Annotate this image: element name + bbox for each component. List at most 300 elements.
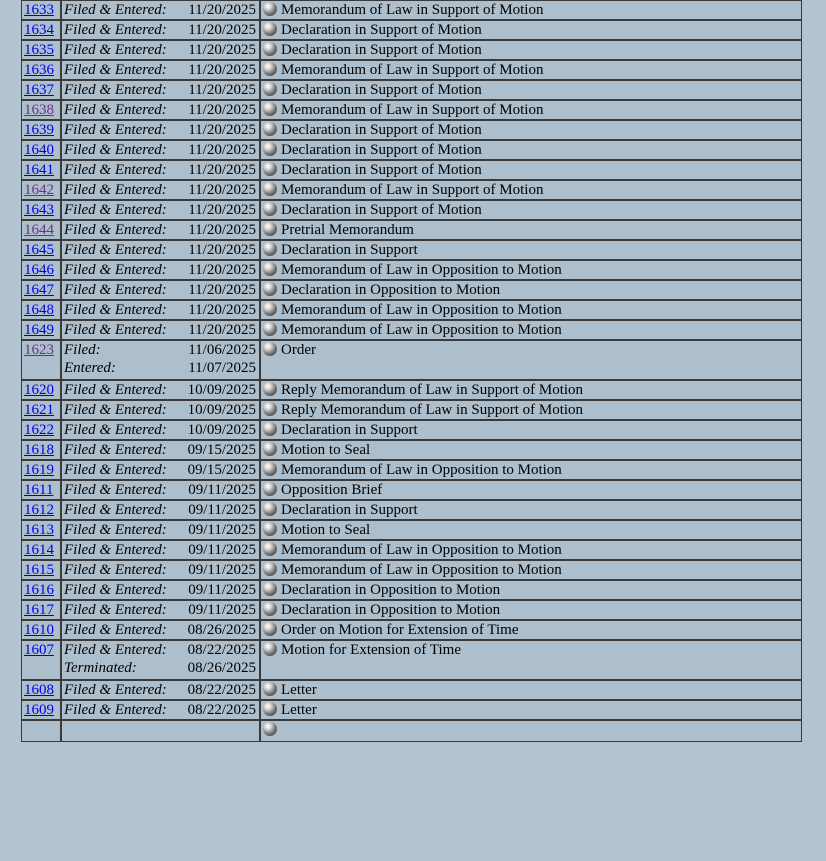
status-label: Filed & Entered: [64,642,167,658]
table-row [21,120,802,140]
doc-number-link[interactable]: 1643 [24,202,54,218]
status-label: Filed & Entered: [64,422,167,438]
description-wrap [263,341,799,359]
doc-number-cell [21,680,61,700]
globe-icon[interactable] [263,262,277,276]
status-label: Filed & Entered: [64,282,167,298]
description-wrap [263,1,799,19]
globe-icon[interactable] [263,582,277,596]
status-date: 11/20/2025 [188,82,256,98]
doc-number-cell [21,520,61,540]
doc-number-cell [21,440,61,460]
doc-number-cell [21,460,61,480]
table-row [21,340,802,380]
status-cell [61,620,260,640]
status-line [64,181,257,199]
status-line [64,701,257,719]
description-cell [260,160,802,180]
description-cell [260,220,802,240]
doc-number-cell [21,700,61,720]
status-cell [61,400,260,420]
globe-icon[interactable] [263,242,277,256]
description-wrap [263,221,799,239]
table-row [21,300,802,320]
globe-icon[interactable] [263,2,277,16]
status-label: Filed & Entered: [64,542,167,558]
doc-number-cell [21,340,61,380]
description-cell [260,380,802,400]
description-wrap [263,321,799,339]
doc-number-cell [21,420,61,440]
status-line [64,521,257,539]
status-line [64,601,257,619]
table-row [21,180,802,200]
doc-number-cell [21,60,61,80]
description-text: Declaration in Support of Motion [281,162,482,178]
doc-number-cell [21,240,61,260]
description-wrap [263,81,799,99]
status-date: 08/22/2025 [187,702,256,718]
description-text: Declaration in Support of Motion [281,122,482,138]
doc-number-link[interactable]: 1618 [24,442,54,458]
status-line [64,21,257,39]
description-text: Memorandum of Law in Opposition to Motion [281,262,562,278]
doc-number-link[interactable]: 1612 [24,502,54,518]
description-text: Memorandum of Law in Support of Motion [281,102,544,118]
description-cell [260,720,802,742]
status-cell [61,640,260,680]
status-date: 09/11/2025 [188,522,256,538]
doc-number-link[interactable]: 1607 [24,642,54,658]
status-date: 11/06/2025 [188,342,256,358]
status-cell [61,160,260,180]
description-wrap [263,101,799,119]
description-text: Reply Memorandum of Law in Support of Motion [281,402,584,418]
status-date: 08/22/2025 [187,682,256,698]
description-wrap [263,641,799,659]
table-row [21,60,802,80]
status-label: Filed & Entered: [64,482,167,498]
status-line [64,481,257,499]
description-wrap [263,541,799,559]
doc-number-cell [21,140,61,160]
description-wrap [263,441,799,459]
doc-number-link[interactable]: 1617 [24,602,54,618]
status-line [64,121,257,139]
description-cell [260,400,802,420]
description-text: Opposition Brief [281,482,383,498]
description-text: Motion to Seal [281,442,371,458]
table-row-partial-bottom [21,720,802,742]
description-cell [260,460,802,480]
status-label: Filed & Entered: [64,402,167,418]
status-date: 10/09/2025 [187,402,256,418]
doc-number-link[interactable]: 1616 [24,582,54,598]
table-row [21,380,802,400]
globe-icon[interactable] [263,542,277,556]
status-line [64,501,257,519]
status-cell [61,540,260,560]
doc-number-link[interactable]: 1634 [24,22,54,38]
status-line [64,61,257,79]
status-cell [61,500,260,520]
status-label: Entered: [64,360,116,376]
doc-number-link[interactable]: 1649 [24,322,54,338]
globe-icon[interactable] [263,162,277,176]
doc-number-link[interactable]: 1619 [24,462,54,478]
description-cell [260,420,802,440]
doc-number-cell [21,20,61,40]
description-cell [260,640,802,680]
status-label: Filed & Entered: [64,562,167,578]
doc-number-link[interactable]: 1648 [24,302,54,318]
status-cell [61,40,260,60]
table-row [21,400,802,420]
globe-icon[interactable] [263,302,277,316]
description-cell [260,480,802,500]
doc-number-cell [21,620,61,640]
doc-number-link[interactable]: 1611 [24,482,54,498]
description-wrap [263,681,799,699]
description-text: Pretrial Memorandum [281,222,414,238]
doc-number-link[interactable]: 1621 [24,402,54,418]
status-cell [61,280,260,300]
status-label: Filed & Entered: [64,62,167,78]
description-cell [260,80,802,100]
doc-number-link[interactable]: 1613 [24,522,54,538]
description-cell [260,280,802,300]
status-cell [61,560,260,580]
globe-icon[interactable] [263,642,277,656]
doc-number-link[interactable]: 1623 [24,342,54,358]
description-text: Letter [281,682,317,698]
table-row [21,580,802,600]
doc-number-cell [21,580,61,600]
doc-number-link[interactable]: 1638 [24,102,54,118]
doc-number-cell [21,480,61,500]
description-cell [260,40,802,60]
globe-icon[interactable] [263,462,277,476]
status-label: Filed & Entered: [64,42,167,58]
globe-icon[interactable] [263,22,277,36]
table-row [21,80,802,100]
table-row [21,0,802,20]
status-date: 08/22/2025 [187,642,256,658]
description-wrap [263,181,799,199]
status-date: 11/20/2025 [188,102,256,118]
globe-icon[interactable] [263,622,277,636]
description-text: Declaration in Support of Motion [281,42,482,58]
description-text: Motion for Extension of Time [281,642,462,658]
table-row [21,680,802,700]
globe-icon[interactable] [263,82,277,96]
status-label: Filed & Entered: [64,262,167,278]
description-wrap [263,521,799,539]
status-date: 11/20/2025 [188,282,256,298]
status-date: 11/20/2025 [188,222,256,238]
status-cell [61,700,260,720]
status-label: Filed & Entered: [64,302,167,318]
status-cell [61,20,260,40]
table-row [21,140,802,160]
status-label: Filed & Entered: [64,162,167,178]
globe-icon[interactable] [263,182,277,196]
table-row [21,240,802,260]
status-label: Filed & Entered: [64,502,167,518]
doc-number-link[interactable]: 1640 [24,142,54,158]
globe-icon[interactable] [263,382,277,396]
table-row [21,20,802,40]
docket-table [21,0,802,742]
description-wrap [263,61,799,79]
description-text: Memorandum of Law in Support of Motion [281,2,544,18]
status-line [64,441,257,459]
description-text: Letter [281,702,317,718]
doc-number-link[interactable]: 1642 [24,182,54,198]
doc-number-link[interactable]: 1635 [24,42,54,58]
doc-number-link[interactable]: 1609 [24,702,54,718]
status-line [64,1,257,19]
status-cell [61,480,260,500]
status-cell [61,580,260,600]
doc-number-link[interactable]: 1641 [24,162,54,178]
globe-icon[interactable] [263,42,277,56]
description-cell [260,300,802,320]
globe-icon[interactable] [263,342,277,356]
globe-icon[interactable] [263,422,277,436]
description-text: Declaration in Opposition to Motion [281,282,501,298]
doc-number-cell [21,640,61,680]
description-cell [260,20,802,40]
description-cell [260,520,802,540]
description-text: Declaration in Opposition to Motion [281,602,501,618]
status-line [64,81,257,99]
table-row [21,160,802,180]
status-line [64,221,257,239]
doc-number-cell [21,300,61,320]
description-text: Declaration in Opposition to Motion [281,582,501,598]
doc-number-link[interactable]: 1608 [24,682,54,698]
status-cell [61,80,260,100]
globe-icon[interactable] [263,62,277,76]
description-wrap [263,501,799,519]
description-text: Declaration in Support of Motion [281,202,482,218]
description-wrap [263,201,799,219]
globe-icon[interactable] [263,322,277,336]
table-row [21,280,802,300]
status-date: 09/11/2025 [188,562,256,578]
doc-number-cell [21,720,61,742]
status-date: 10/09/2025 [187,422,256,438]
description-cell [260,600,802,620]
description-cell [260,500,802,520]
status-cell [61,220,260,240]
status-label: Filed & Entered: [64,382,167,398]
status-cell [61,0,260,20]
table-row [21,200,802,220]
doc-number-cell [21,120,61,140]
status-cell [61,520,260,540]
description-text: Memorandum of Law in Opposition to Motion [281,462,562,478]
globe-icon[interactable] [263,122,277,136]
description-wrap [263,141,799,159]
description-cell [260,340,802,380]
description-cell [260,320,802,340]
status-line [64,321,257,339]
description-text: Order [281,342,316,358]
doc-number-cell [21,540,61,560]
globe-icon[interactable] [263,522,277,536]
doc-number-link[interactable]: 1644 [24,222,54,238]
status-line [64,581,257,599]
globe-icon[interactable] [263,702,277,716]
status-label: Filed & Entered: [64,242,167,258]
status-label: Filed: [64,342,101,358]
status-date: 09/11/2025 [188,542,256,558]
status-line [64,301,257,319]
description-cell [260,620,802,640]
status-date: 11/07/2025 [188,360,256,376]
description-cell [260,260,802,280]
description-cell [260,0,802,20]
doc-number-link[interactable]: 1614 [24,542,54,558]
status-cell [61,420,260,440]
status-date: 11/20/2025 [188,22,256,38]
globe-icon[interactable] [263,282,277,296]
status-date: 11/20/2025 [188,322,256,338]
table-row [21,620,802,640]
doc-number-link[interactable]: 1647 [24,282,54,298]
status-cell [61,320,260,340]
globe-icon[interactable] [263,482,277,496]
doc-number-cell [21,400,61,420]
doc-number-cell [21,600,61,620]
status-line [64,161,257,179]
status-date: 09/11/2025 [188,502,256,518]
description-text: Declaration in Support [281,422,418,438]
status-label: Filed & Entered: [64,22,167,38]
table-row [21,320,802,340]
globe-icon[interactable] [263,722,277,736]
description-cell [260,200,802,220]
status-line [64,659,257,677]
doc-number-link[interactable]: 1646 [24,262,54,278]
status-line [64,401,257,419]
status-line [64,341,257,359]
globe-icon[interactable] [263,682,277,696]
description-text: Declaration in Support of Motion [281,22,482,38]
status-cell [61,260,260,280]
description-wrap [263,481,799,499]
description-text: Motion to Seal [281,522,371,538]
description-wrap [263,381,799,399]
doc-number-link[interactable]: 1645 [24,242,54,258]
status-cell [61,180,260,200]
doc-number-cell [21,200,61,220]
description-wrap [263,461,799,479]
table-row [21,220,802,240]
description-text: Memorandum of Law in Opposition to Motion [281,562,562,578]
status-date: 11/20/2025 [188,42,256,58]
doc-number-cell [21,100,61,120]
description-cell [260,60,802,80]
globe-icon[interactable] [263,502,277,516]
description-text: Memorandum of Law in Opposition to Motion [281,322,562,338]
doc-number-link[interactable]: 1610 [24,622,54,638]
description-wrap [263,421,799,439]
globe-icon[interactable] [263,442,277,456]
status-cell [61,680,260,700]
doc-number-link[interactable]: 1615 [24,562,54,578]
status-line [64,621,257,639]
status-cell [61,60,260,80]
status-label: Filed & Entered: [64,82,167,98]
status-cell [61,380,260,400]
doc-number-cell [21,380,61,400]
description-cell [260,580,802,600]
table-row [21,500,802,520]
description-cell [260,180,802,200]
status-label: Filed & Entered: [64,102,167,118]
doc-number-cell [21,0,61,20]
description-wrap [263,701,799,719]
doc-number-cell [21,260,61,280]
description-cell [260,240,802,260]
globe-icon[interactable] [263,602,277,616]
doc-number-link[interactable]: 1636 [24,62,54,78]
status-cell [61,340,260,380]
description-wrap [263,161,799,179]
doc-number-cell [21,220,61,240]
globe-icon[interactable] [263,142,277,156]
globe-icon[interactable] [263,202,277,216]
status-line [64,41,257,59]
description-wrap [263,601,799,619]
status-cell [61,720,260,742]
table-row [21,700,802,720]
globe-icon[interactable] [263,562,277,576]
description-cell [260,120,802,140]
doc-number-link[interactable]: 1639 [24,122,54,138]
description-wrap [263,401,799,419]
globe-icon[interactable] [263,402,277,416]
description-cell [260,440,802,460]
status-line [64,541,257,559]
status-cell [61,240,260,260]
status-date: 11/20/2025 [188,122,256,138]
description-wrap [263,241,799,259]
status-line [64,241,257,259]
globe-icon[interactable] [263,102,277,116]
globe-icon[interactable] [263,222,277,236]
table-row [21,640,802,680]
description-cell [260,680,802,700]
doc-number-cell [21,180,61,200]
doc-number-link[interactable]: 1622 [24,422,54,438]
doc-number-link[interactable]: 1620 [24,382,54,398]
description-text: Memorandum of Law in Opposition to Motion [281,302,562,318]
table-row [21,420,802,440]
status-date: 09/15/2025 [187,442,256,458]
doc-number-link[interactable]: 1633 [24,2,54,18]
status-line [64,101,257,119]
description-cell [260,540,802,560]
doc-number-cell [21,160,61,180]
description-text: Memorandum of Law in Support of Motion [281,182,544,198]
status-date: 08/26/2025 [187,660,256,676]
doc-number-cell [21,40,61,60]
doc-number-link[interactable]: 1637 [24,82,54,98]
